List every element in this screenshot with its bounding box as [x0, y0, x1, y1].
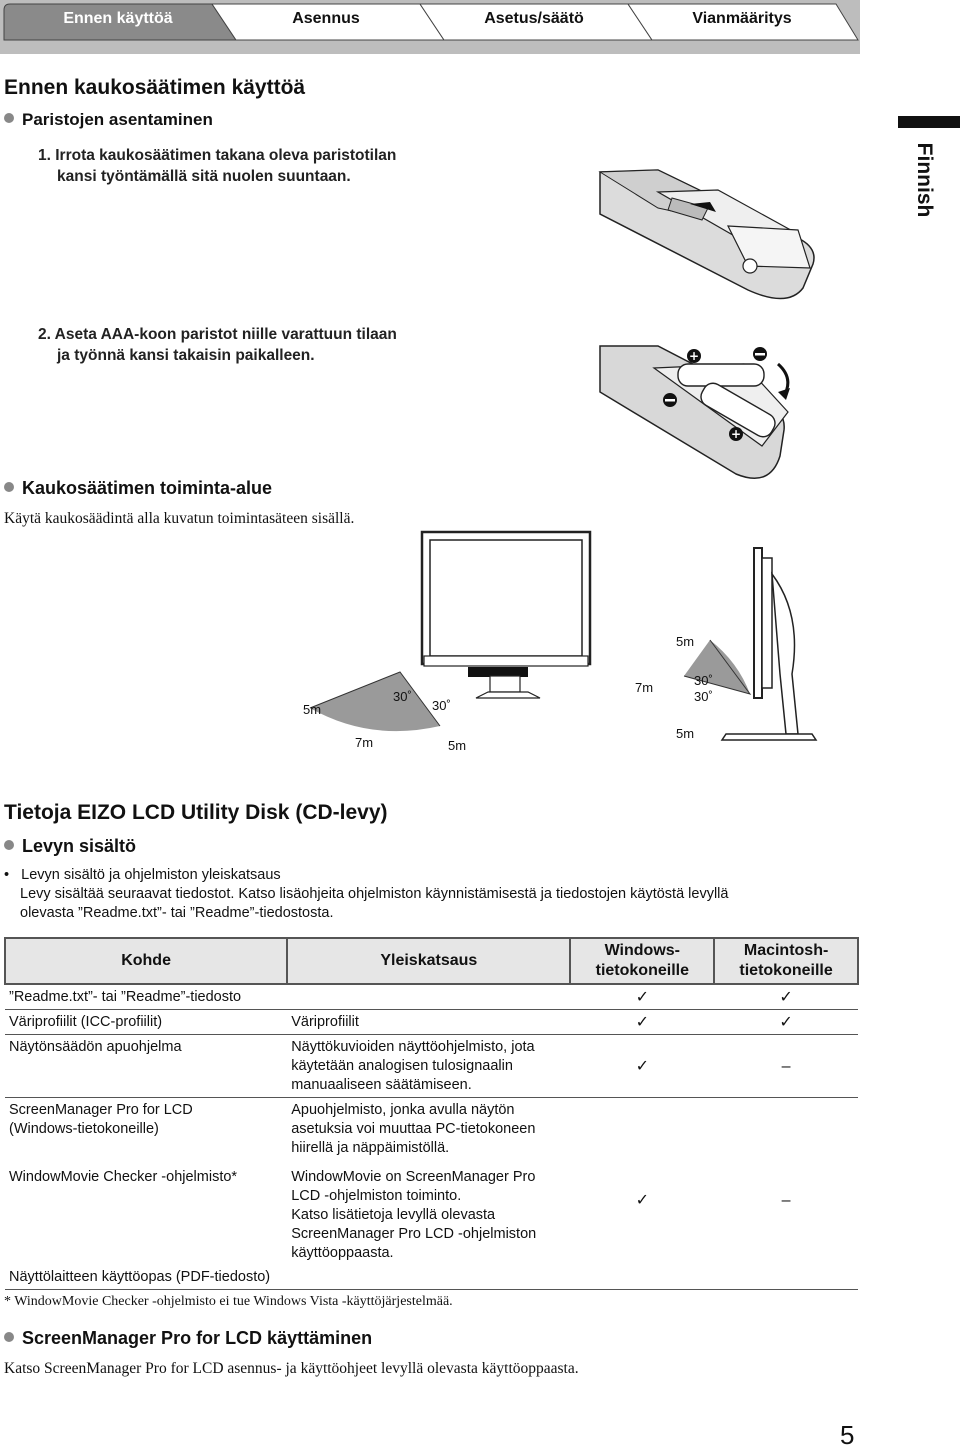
step-2-line-1: 2. Aseta AAA-koon paristot niille varattuun tilaan — [38, 326, 397, 343]
dash-icon: – — [714, 1098, 858, 1266]
range-label: 5m — [676, 726, 695, 741]
tab-bar — [0, 0, 860, 54]
check-icon: ✓ — [779, 989, 793, 1006]
monitor-side-stand — [772, 574, 798, 734]
table-row — [5, 1265, 858, 1290]
svg-text:+: + — [730, 427, 742, 441]
front-range-fan — [310, 672, 440, 731]
tab-ennen-kayttoa[interactable]: Ennen käyttöä — [63, 10, 173, 27]
header-kohde: Kohde — [5, 938, 287, 984]
range-label: 30˚ — [694, 673, 713, 688]
table-row — [5, 984, 858, 1010]
disk-description-line-2: olevasta ”Readme.txt”- tai ”Readme”-tiedostosta. — [20, 905, 334, 921]
table-header-row — [5, 938, 858, 984]
check-icon: ✓ — [714, 1010, 858, 1035]
remote-cover-illustration — [598, 168, 820, 302]
bullet-dot-icon — [4, 1332, 14, 1342]
subheading-disk-contents: Levyn sisältö — [4, 836, 136, 857]
step-1-line-1: 1. Irrota kaukosäätimen takana oleva paristotilan — [38, 147, 397, 164]
screenmanager-description: Katso ScreenManager Pro for LCD asennus- ja käyttöohjeet levyllä olevasta käyttöoppaasta. — [4, 1360, 579, 1377]
subheading-range: Kaukosäätimen toiminta-alue — [4, 478, 272, 499]
table-row — [5, 1098, 858, 1161]
check-icon: ✓ — [570, 1010, 714, 1035]
monitor-screen — [430, 540, 582, 656]
cell-item: ”Readme.txt”- tai ”Readme”-tiedosto — [9, 989, 242, 1005]
disk-description-line-1: Levy sisältää seuraavat tiedostot. Katso lisäohjeita ohjelmiston käynnistämisestä ja tiedostojen käytöstä levyllä — [20, 886, 729, 902]
range-label: 7m — [635, 680, 654, 695]
bullet-dot-icon — [4, 113, 14, 123]
section-title-disk: Tietoja EIZO LCD Utility Disk (CD-levy) — [4, 801, 388, 824]
page-number: 5 — [840, 1420, 855, 1450]
dash-icon: – — [714, 1035, 858, 1098]
screw-icon — [743, 259, 757, 273]
range-label: 7m — [355, 735, 374, 750]
check-icon: ✓ — [635, 989, 649, 1006]
battery-insert-illustration — [598, 342, 798, 480]
check-icon: ✓ — [570, 1035, 714, 1098]
range-label: 5m — [303, 702, 322, 717]
language-label: Finnish — [913, 142, 936, 218]
tab-asetus-saato[interactable]: Asetus/säätö — [484, 10, 584, 27]
cell-item: ScreenManager Pro for LCD (Windows-tietokoneille) — [5, 1098, 287, 1161]
footnote: * WindowMovie Checker -ohjelmisto ei tue Windows Vista -käyttöjärjestelmää. — [4, 1294, 453, 1309]
monitor-stand — [476, 692, 540, 698]
range-label: 5m — [676, 634, 695, 649]
cell-item: WindowMovie Checker -ohjelmisto* — [9, 1169, 238, 1185]
range-label: 30˚ — [393, 689, 412, 704]
cell-overview: Väriprofiilit — [287, 1010, 570, 1035]
range-label: 30˚ — [432, 698, 451, 713]
bullet-dot-icon — [4, 840, 14, 850]
tab-vianmaaritys[interactable]: Vianmääritys — [692, 10, 792, 27]
cell-overview: Apuohjelmisto, jonka avulla näytön asetuksia voi muuttaa PC-tietokoneen hiirellä ja näppäimistöllä. — [287, 1098, 570, 1161]
monitor-front-range-illustration — [290, 528, 610, 758]
range-label: 5m — [448, 738, 467, 753]
subheading-screenmanager: ScreenManager Pro for LCD käyttäminen — [4, 1328, 372, 1349]
header-yleiskatsaus: Yleiskatsaus — [287, 938, 570, 984]
battery-top — [678, 364, 764, 386]
cell-item: Näyttölaitteen käyttöopas (PDF-tiedosto) — [9, 1269, 271, 1285]
bullet-item: • Levyn sisältö ja ohjelmiston yleiskatsaus — [4, 867, 281, 883]
cell-item: Näytönsäädön apuohjelma — [5, 1035, 287, 1098]
table-row — [5, 1035, 858, 1098]
header-macintosh: Macintosh- tietokoneille — [714, 938, 858, 984]
subheading-batteries: Paristojen asentaminen — [4, 110, 213, 130]
svg-text:+: + — [688, 349, 700, 363]
tab-asennus[interactable]: Asennus — [292, 10, 360, 27]
cell-overview: Näyttökuvioiden näyttöohjelmisto, jota käytetään analogisen tulosignaalin manuaaliseen säätämiseen. — [287, 1035, 570, 1098]
range-label: 30˚ — [694, 689, 713, 704]
header-windows: Windows- tietokoneille — [570, 938, 714, 984]
step-1-line-2: kansi työntämällä sitä nuolen suuntaan. — [57, 168, 351, 185]
table-row — [5, 1010, 858, 1035]
bullet-dot-icon — [4, 482, 14, 492]
monitor-side-frame — [754, 548, 762, 698]
disk-contents-table — [4, 937, 859, 1290]
language-marker-bar — [898, 116, 960, 128]
step-2-line-2: ja työnnä kansi takaisin paikalleen. — [57, 347, 315, 364]
cell-overview: WindowMovie on ScreenManager Pro LCD -ohjelmiston toiminto. Katso lisätietoja levyllä olevasta ScreenManager Pro LCD -ohjelmiston käyttöoppaasta. — [291, 1169, 537, 1261]
section-title-remote: Ennen kaukosäätimen käyttöä — [4, 76, 306, 99]
check-icon: ✓ — [570, 1098, 714, 1266]
cell-item: Väriprofiilit (ICC-profiilit) — [5, 1010, 287, 1035]
range-description: Käytä kaukosäädintä alla kuvatun toimintasäteen sisällä. — [4, 510, 355, 527]
